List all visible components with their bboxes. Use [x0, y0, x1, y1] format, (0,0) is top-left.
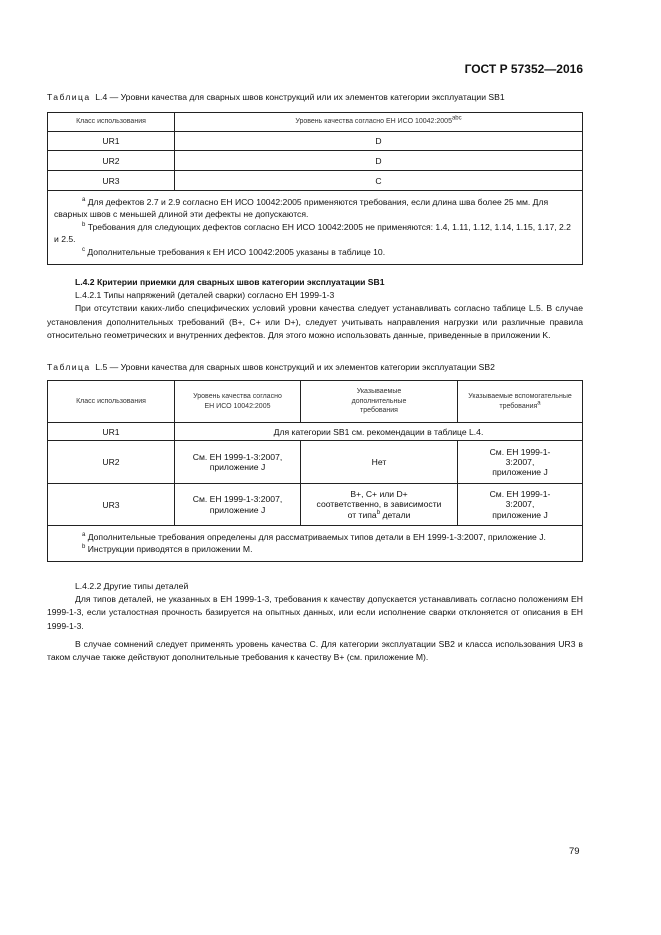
caption-text: L.4 — Уровни качества для сварных швов конструкций или их элементов категории эксплуатации SB1 — [95, 92, 505, 102]
table-header-row — [48, 113, 583, 132]
cell-class: UR2 — [48, 151, 175, 171]
table-row — [48, 484, 583, 526]
footnote-c: $^c$ Дополнительные требования к ЕН ИСО 10042:2005 указаны в таблице 10. — [82, 246, 386, 257]
table-row — [48, 151, 583, 171]
footnote-b: $^b$ Требования для следующих дефектов согласно ЕН ИСО 10042:2005 не применяются: 1.4, 1.11, 1.12, 1.14, 1.15, 1.17, 2.2 и 2.5. — [54, 221, 571, 245]
cell-level: C — [175, 171, 583, 191]
cell-quality-level: См. ЕН 1999-1-3:2007, приложение J — [175, 441, 301, 484]
subsection-title: L.4.2.2 Другие типы деталей — [75, 581, 189, 591]
header-additional-requirements: Указываемые дополнительные требования — [301, 381, 458, 423]
cell-class: UR1 — [48, 423, 175, 441]
cell-additional: В+, С+ или D+ соответственно, в зависимости от типа$^b$ детали — [301, 484, 458, 526]
table-l5 — [47, 380, 583, 562]
page-number: 79 — [569, 846, 580, 857]
section-l422 — [47, 580, 583, 664]
table-row — [48, 132, 583, 151]
table-l4-caption — [47, 92, 505, 102]
cell-auxiliary: См. ЕН 1999-1-3:2007, приложение J — [458, 441, 583, 484]
header-usage-class: Класс использования — [48, 113, 175, 132]
cell-class: UR1 — [48, 132, 175, 151]
cell-class: UR3 — [48, 171, 175, 191]
table-header-row — [48, 381, 583, 423]
subsection-title: L.4.2.1 Типы напряжений (деталей сварки) согласно ЕН 1999-1-3 — [75, 290, 335, 301]
table-footnotes — [48, 526, 583, 562]
section-heading: L.4.2 Критерии приемки для сварных швов категории эксплуатации SB1 — [75, 277, 385, 287]
header-auxiliary-requirements: Указываемые вспомогательные требования$^a$ — [458, 381, 583, 423]
footnote-a: $^a$ Дополнительные требования определены для рассматриваемых типов детали в ЕН 1999-1-3:2007, приложение J. — [82, 532, 546, 542]
table-row — [48, 423, 583, 441]
cell-merged: Для категории SB1 см. рекомендации в таблице L.4. — [175, 423, 583, 441]
caption-text: L.5 — Уровни качества для сварных швов конструкций и их элементов категории эксплуатации SB2 — [95, 362, 495, 372]
cell-quality-level: См. ЕН 1999-1-3:2007, приложение J — [175, 484, 301, 526]
section-l42 — [47, 276, 583, 342]
footnote-a: $^a$ Для дефектов 2.7 и 2.9 согласно ЕН ИСО 10042:2005 применяются требования, если длина шва более 25 мм. Для сварных швов с меньшей длиной эти дефекты не допускаются. — [54, 197, 549, 220]
cell-level: D — [175, 132, 583, 151]
table-word: Таблица — [47, 362, 91, 372]
table-footnotes — [48, 191, 583, 265]
header-quality-level: Уровень качества согласно ЕН ИСО 10042:2005 — [175, 381, 301, 423]
cell-auxiliary: См. ЕН 1999-1-3:2007, приложение J — [458, 484, 583, 526]
table-l4 — [47, 112, 583, 265]
cell-additional: Нет — [301, 441, 458, 484]
cell-class: UR2 — [48, 441, 175, 484]
cell-level: D — [175, 151, 583, 171]
table-footnotes-row — [48, 191, 583, 265]
table-row — [48, 441, 583, 484]
paragraph: Для типов деталей, не указанных в ЕН 1999-1-3, требования к качеству допускается устанавливать согласно положениям ЕН 1999-1-3, если усталостная прочность базируется на опытных данных, или если исполнение сварки отклоняется от описания в ЕН 1999-1-3. — [47, 594, 583, 631]
table-l5-caption — [47, 362, 495, 372]
table-word: Таблица — [47, 92, 91, 102]
table-footnotes-row — [48, 526, 583, 562]
paragraph: В случае сомнений следует применять уровень качества С. Для категории эксплуатации SB2 и класса использования UR3 в таком случае также действуют дополнительные требования к качеству В+ (см. приложение М). — [47, 638, 583, 663]
paragraph: При отсутствии каких-либо специфических условий уровни качества следует устанавливать согласно таблице L.5. В случае установления дополнительных требований (В+, С+ или D+), следует учитывать направления нагрузки или различные правила относительно геометрических и внутренних дефектов. Для этого можно использовать данные, приведенные в приложении K. — [47, 303, 583, 340]
header-quality-level: Уровень качества согласно ЕН ИСО $10042:2005^{abc}$ — [175, 113, 583, 132]
header-usage-class: Класс использования — [48, 381, 175, 423]
table-row — [48, 171, 583, 191]
cell-class: UR3 — [48, 484, 175, 526]
footnote-b: $^b$ Инструкции приводятся в приложении М. — [82, 544, 253, 555]
document-code: ГОСТ Р 57352—2016 — [464, 62, 583, 76]
